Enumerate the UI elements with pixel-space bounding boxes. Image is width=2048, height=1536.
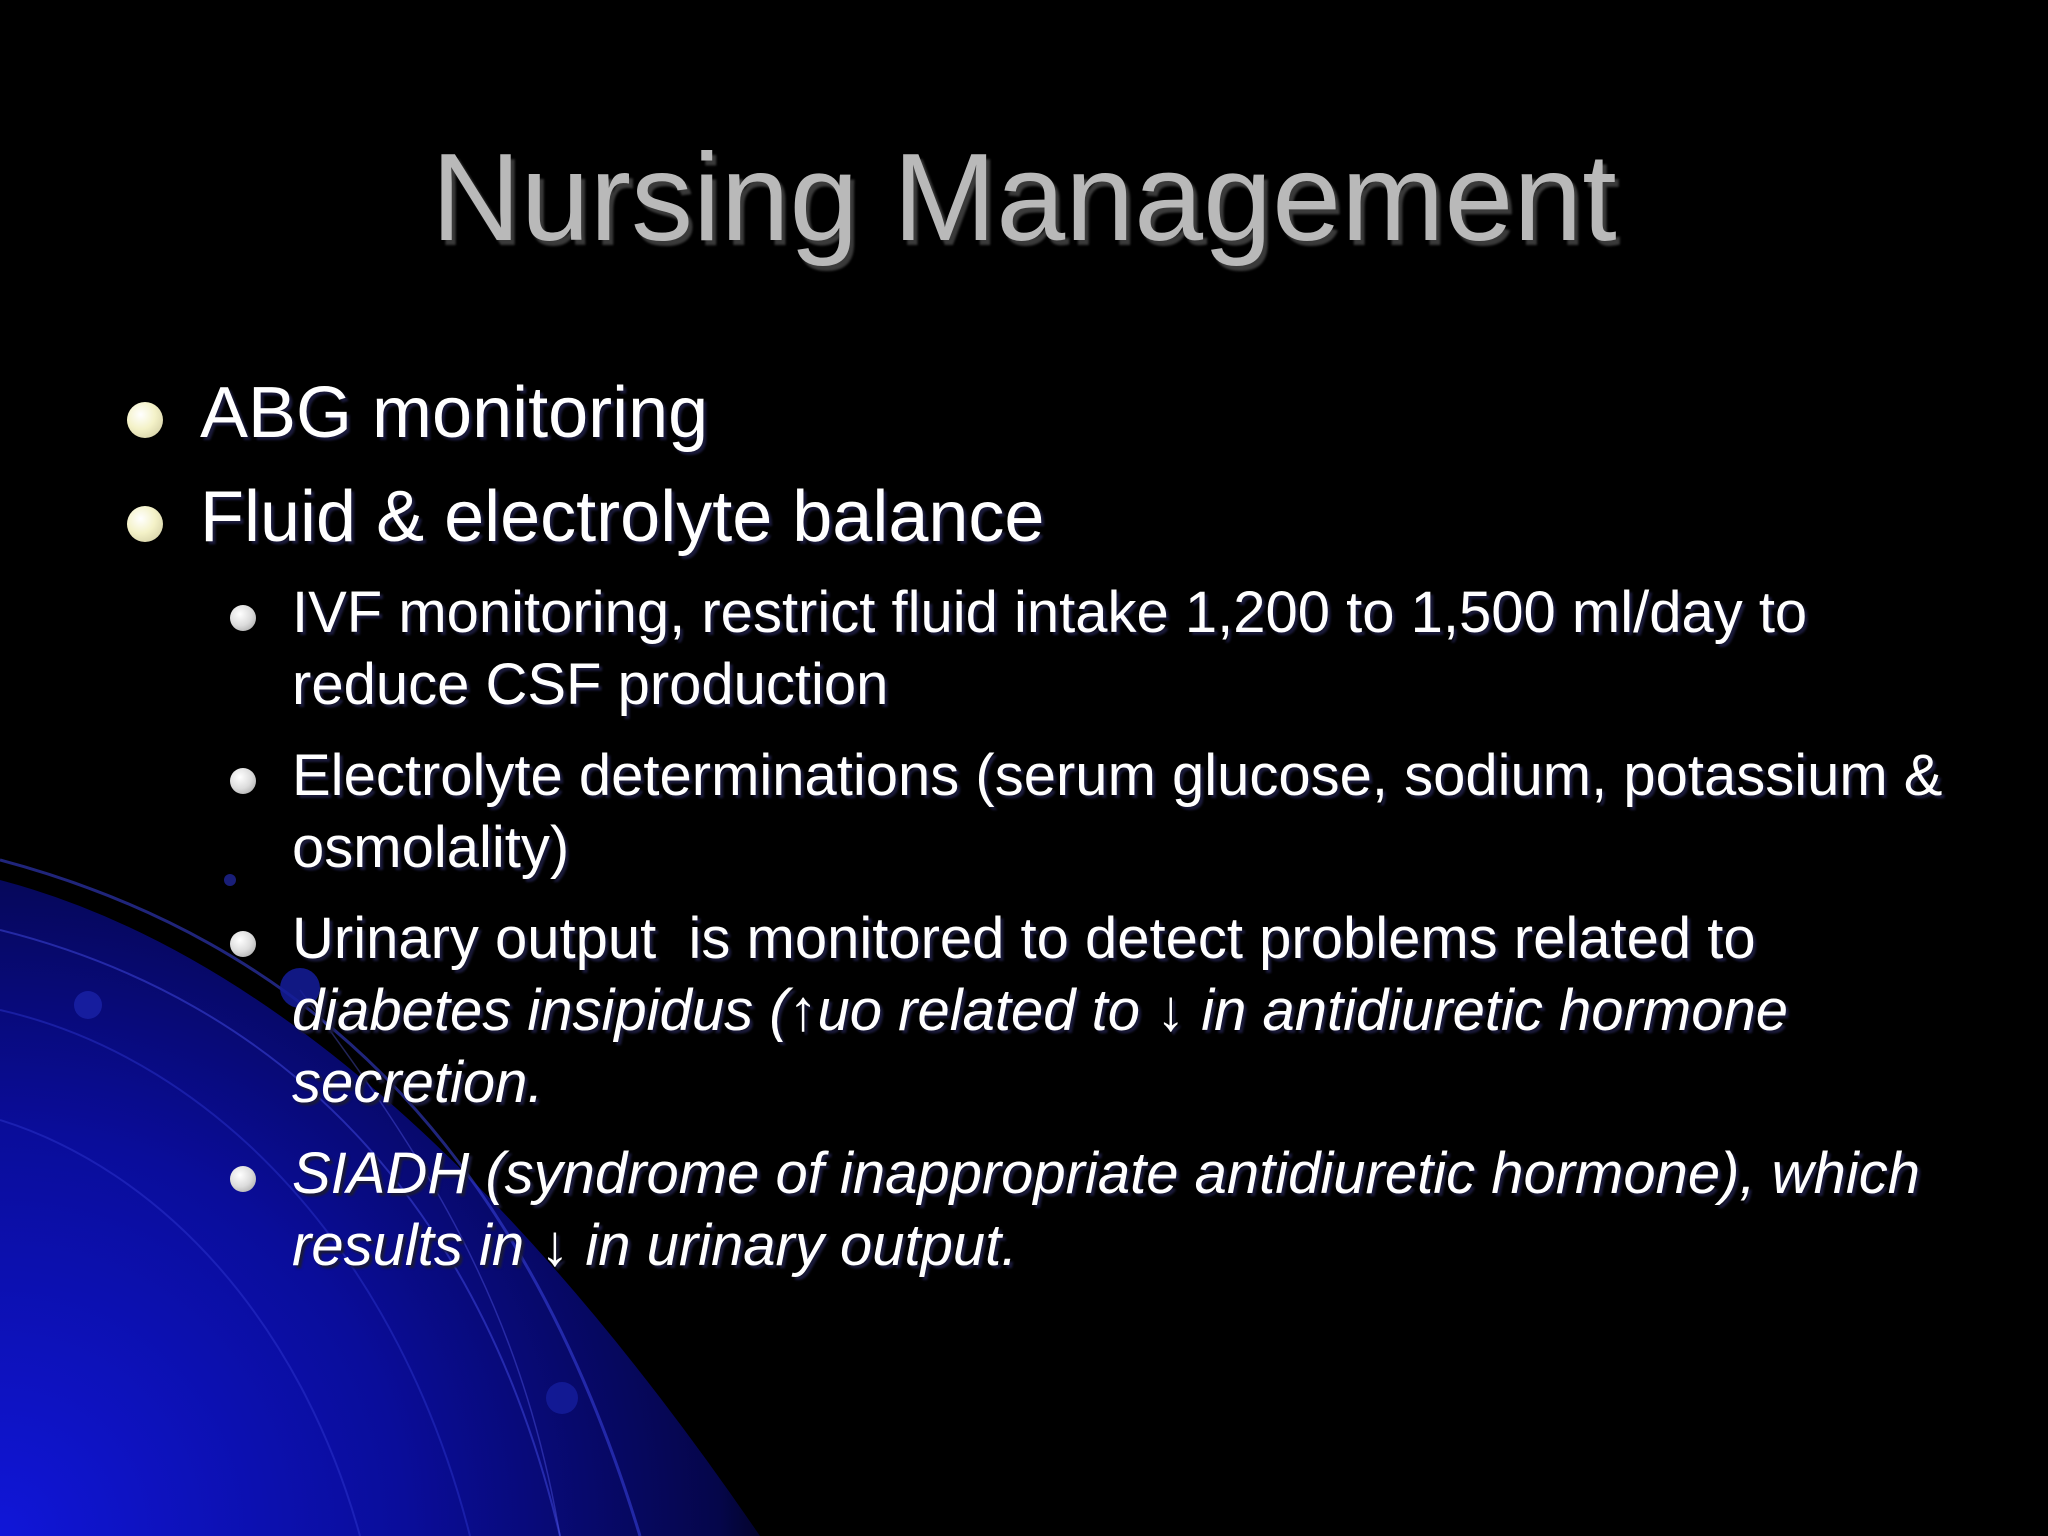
sub-bullet-dot-icon [230,605,256,631]
sub-bullet-text-plain: Urinary output is monitored to detect problems related to [292,906,1772,971]
sub-bullet-text: IVF monitoring, restrict fluid intake 1,200 to 1,500 ml/day to reduce CSF production [292,580,1808,717]
sub-bullet-item [292,1138,1972,1282]
sub-bullet-text-italic: diabetes insipidus (↑uo related to ↓ in antidiuretic hormone secretion. [292,978,1788,1115]
sub-bullet-item [292,903,1972,1119]
sub-bullet-dot-icon [230,1166,256,1192]
sub-bullet-text: Electrolyte determinations (serum glucose, sodium, potassium & osmolality) [292,743,1943,880]
bullet-item: Fluid & electrolyte balance [200,477,1045,557]
sub-bullet-dot-icon [230,768,256,794]
sub-bullet-item [292,740,1972,884]
bullet-dot-icon [127,402,163,438]
bullet-item: ABG monitoring [200,373,709,453]
slide-title: Nursing Management [431,129,1617,267]
sub-bullet-text-italic: SIADH (syndrome of inappropriate antidiuretic hormone), which results in ↓ in urinary output. [292,1141,1920,1278]
sub-bullet-item [292,577,1972,721]
bullet-dot-icon [127,506,163,542]
sub-bullet-dot-icon [230,931,256,957]
